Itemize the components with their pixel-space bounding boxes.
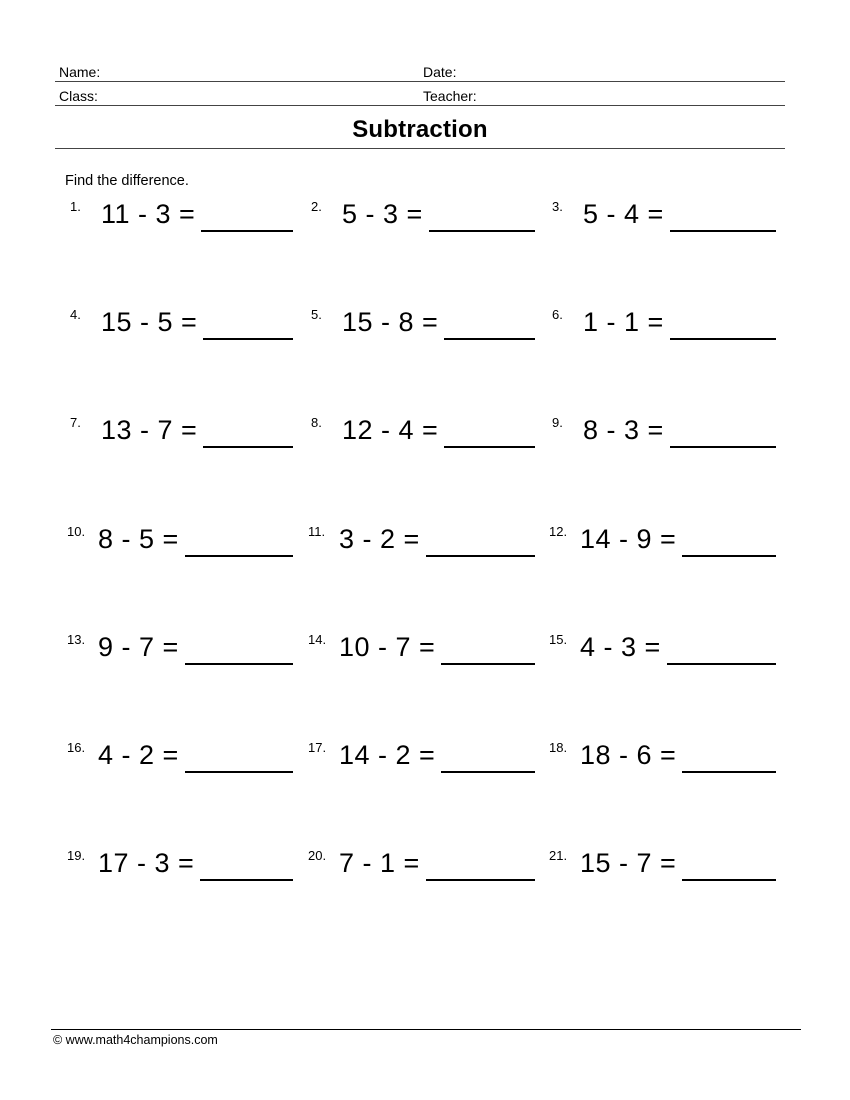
answer-blank[interactable] (203, 338, 293, 340)
answer-blank[interactable] (185, 555, 293, 557)
problem-number: 6. (552, 307, 563, 322)
problem-expression: 4 - 2 = (98, 740, 179, 770)
date-label: Date: (423, 64, 457, 80)
answer-blank[interactable] (682, 879, 776, 881)
problem-expression: 15 - 8 = (342, 307, 439, 337)
problem-number: 4. (70, 307, 81, 322)
answer-blank[interactable] (203, 446, 293, 448)
problem-number: 17. (308, 740, 327, 755)
answer-blank[interactable] (667, 663, 776, 665)
problem-expression: 13 - 7 = (101, 415, 198, 445)
class-label: Class: (59, 88, 98, 104)
problem-expression: 9 - 7 = (98, 632, 179, 662)
problem-expression: 8 - 5 = (98, 524, 179, 554)
answer-blank[interactable] (426, 555, 535, 557)
answer-blank[interactable] (426, 879, 535, 881)
answer-blank[interactable] (670, 446, 776, 448)
answer-blank[interactable] (682, 555, 776, 557)
problem-number: 11. (308, 524, 326, 539)
problem-expression: 14 - 2 = (339, 740, 436, 770)
answer-blank[interactable] (185, 771, 293, 773)
problem-expression: 5 - 4 = (583, 199, 664, 229)
answer-blank[interactable] (444, 338, 535, 340)
name-label: Name: (59, 64, 101, 80)
answer-blank[interactable] (201, 230, 293, 232)
problem-expression: 15 - 7 = (580, 848, 677, 878)
problem-number: 2. (311, 199, 322, 214)
answer-blank[interactable] (670, 338, 776, 340)
problem-number: 15. (549, 632, 568, 647)
problem-expression: 1 - 1 = (583, 307, 664, 337)
problem-number: 8. (311, 415, 322, 430)
title-divider (55, 148, 785, 149)
name-date-row (55, 59, 785, 82)
problem-number: 18. (549, 740, 568, 755)
answer-blank[interactable] (200, 879, 293, 881)
answer-blank[interactable] (682, 771, 776, 773)
problem-expression: 8 - 3 = (583, 415, 664, 445)
problem-number: 19. (67, 848, 86, 863)
answer-blank[interactable] (670, 230, 776, 232)
problem-number: 13. (67, 632, 86, 647)
copyright-footer: © www.math4champions.com (53, 1033, 218, 1047)
problem-expression: 12 - 4 = (342, 415, 439, 445)
problem-expression: 15 - 5 = (101, 307, 198, 337)
problem-number: 9. (552, 415, 563, 430)
answer-blank[interactable] (185, 663, 293, 665)
answer-blank[interactable] (444, 446, 535, 448)
answer-blank[interactable] (441, 663, 535, 665)
answer-blank[interactable] (429, 230, 535, 232)
instructions: Find the difference. (65, 173, 189, 189)
teacher-label: Teacher: (423, 88, 477, 104)
problem-number: 1. (70, 199, 81, 214)
problem-expression: 11 - 3 = (101, 199, 196, 229)
answer-blank[interactable] (441, 771, 535, 773)
problem-expression: 4 - 3 = (580, 632, 661, 662)
class-teacher-row (55, 83, 785, 106)
worksheet-title: Subtraction (352, 116, 488, 143)
problem-expression: 14 - 9 = (580, 524, 677, 554)
problem-number: 20. (308, 848, 327, 863)
problem-number: 10. (67, 524, 86, 539)
problem-expression: 5 - 3 = (342, 199, 423, 229)
problem-expression: 7 - 1 = (339, 848, 420, 878)
problem-expression: 10 - 7 = (339, 632, 436, 662)
problem-expression: 3 - 2 = (339, 524, 420, 554)
problem-number: 7. (70, 415, 81, 430)
problem-expression: 18 - 6 = (580, 740, 677, 770)
problem-number: 5. (311, 307, 322, 322)
problem-number: 16. (67, 740, 86, 755)
footer-divider (51, 1029, 801, 1030)
problem-number: 12. (549, 524, 568, 539)
problem-number: 21. (549, 848, 568, 863)
problem-expression: 17 - 3 = (98, 848, 195, 878)
problem-number: 3. (552, 199, 563, 214)
problem-number: 14. (308, 632, 327, 647)
